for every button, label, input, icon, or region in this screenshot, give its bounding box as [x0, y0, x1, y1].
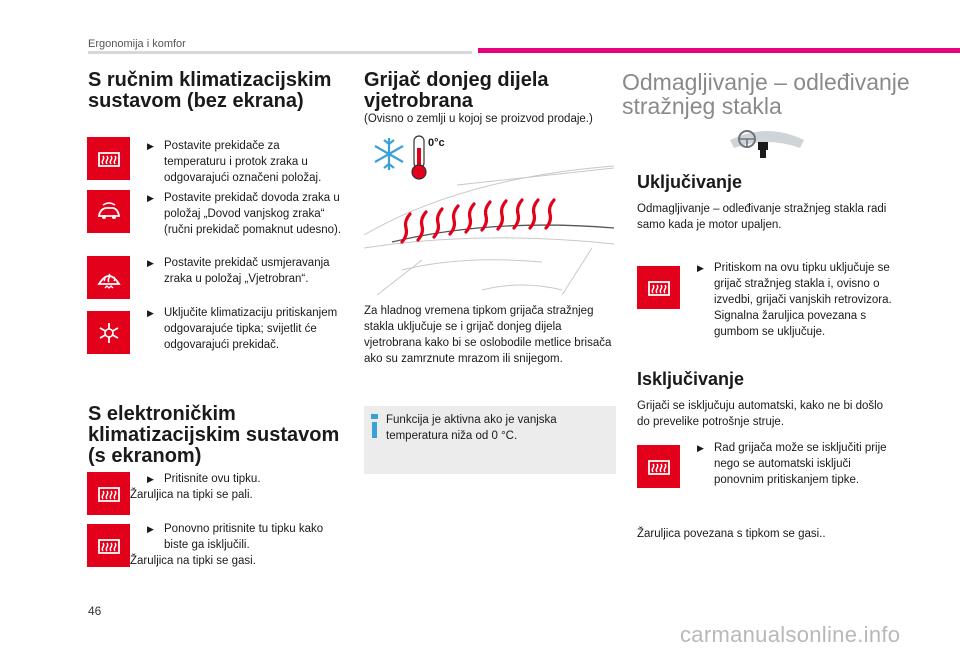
- rear-defrost-icon: [94, 479, 124, 509]
- bullet-icon: ▶: [697, 443, 704, 453]
- bullet-icon: ▶: [147, 193, 154, 203]
- windscreen-heater-illustration: [362, 130, 617, 300]
- car-outline: [364, 166, 614, 295]
- rear-defrost-button-icon: [87, 472, 130, 515]
- rear-defrost-icon: [94, 531, 124, 561]
- final-note: Žaruljica povezana s tipkom se gasi..: [637, 528, 826, 540]
- header-accent-bar: [478, 48, 960, 53]
- bullet-icon: ▶: [147, 141, 154, 151]
- bullet-icon: ▶: [147, 258, 154, 268]
- section-manual-ac-title: S ručnim klimatizacijskim sustavom (bez ekrana): [88, 69, 332, 112]
- rear-defrost-button-icon: [87, 524, 130, 567]
- list-item: ▶ Pritiskom na ovu tipku uključuje se grijač stražnjeg stakla i, ovisno o izvedbi, grijači vanjskih retrovizora. Signalna žaruljica povezana s gumbom se uključuje.: [697, 262, 892, 338]
- watermark: carmanualsonline.info: [680, 622, 901, 647]
- air-intake-icon: [94, 197, 124, 227]
- windscreen-demist-button-icon: [87, 256, 130, 299]
- section-rear-demist-title: Odmagljivanje – odleđivanje stražnjeg stakla: [622, 69, 910, 119]
- section-subtitle: (Ovisno o zemlji u kojoj se proizvod prodaje.): [364, 113, 593, 125]
- section-windscreen-heater-title: Grijač donjeg dijela vjetrobrana: [364, 69, 549, 112]
- switching-off-title: Isključivanje: [637, 369, 745, 389]
- bullet-icon: ▶: [147, 308, 154, 318]
- switching-off-paragraph: Grijači se isključuju automatski, kako ne bi došlo do prevelike potrošnje struje.: [637, 400, 884, 428]
- windscreen-heater-illustration: [362, 130, 617, 300]
- windscreen-heater-paragraph: Za hladnog vremena tipkom grijača stražnjeg stakla uključuje se i grijač donjeg dijela vjetrobrana kako bi se oslobodile metlice brisača ako su zamrznute mrazom ili snijegom.: [364, 305, 612, 365]
- air-intake-button-icon: [87, 190, 130, 233]
- info-text: Funkcija je aktivna ako je vanjska temperatura niža od 0 °C.: [386, 414, 557, 442]
- windscreen-demist-icon: [94, 263, 124, 293]
- rear-defrost-button-icon: [637, 445, 680, 488]
- ac-snowflake-icon: [94, 318, 124, 348]
- list-item: ▶ Rad grijača može se isključiti prije nego se automatski isključi ponovnim pritiskanjem tipke.: [697, 442, 887, 486]
- rear-defrost-button-icon: [87, 137, 130, 180]
- switching-on-title: Uključivanje: [637, 172, 743, 192]
- ac-button-icon: [87, 311, 130, 354]
- list-item: ▶ Postavite prekidače za temperaturu i protok zraka u odgovarajući označeni položaj.: [147, 140, 322, 184]
- list-item: ▶ Postavite prekidač dovoda zraka u položaj „Dovod vanjskog zraka“ (ručni prekidač pomaknut udesno).: [147, 192, 342, 236]
- page-number: 46: [88, 604, 102, 618]
- bullet-icon: ▶: [697, 263, 704, 273]
- thermometer-icon: [412, 136, 426, 179]
- dashboard-steering-wheel-icon: [728, 126, 806, 160]
- list-item: ▶ Uključite klimatizaciju pritiskanjem odgovarajuće tipka; svijetlit će odgovarajući prekidač.: [147, 307, 338, 351]
- list-item: ▶ Postavite prekidač usmjeravanja zraka u položaj „Vjetrobran“.: [147, 257, 330, 285]
- temperature-label: 0°c: [428, 137, 445, 149]
- rear-defrost-button-icon: [637, 266, 680, 309]
- bullet-icon: ▶: [147, 524, 154, 534]
- switching-on-paragraph: Odmagljivanje – odleđivanje stražnjeg stakla radi samo kada je motor upaljen.: [637, 203, 887, 231]
- rear-defrost-icon: [644, 452, 674, 482]
- bullet-icon: ▶: [147, 474, 154, 484]
- rear-defrost-icon: [644, 273, 674, 303]
- header-divider: [88, 51, 472, 54]
- header-label: Ergonomija i komfor: [88, 38, 186, 50]
- list-item: ▶ Ponovno pritisnite tu tipku kako biste ga isključili. Žaruljica na tipki se gasi.: [130, 523, 324, 567]
- rear-defrost-icon: [94, 144, 124, 174]
- snowflake-icon: [375, 138, 403, 170]
- section-electronic-ac-title: S elektroničkim klimatizacijskim sustavom (s ekranom): [88, 403, 340, 467]
- info-icon: [371, 414, 378, 438]
- list-item: ▶ Pritisnite ovu tipku. Žaruljica na tipki se pali.: [130, 473, 261, 501]
